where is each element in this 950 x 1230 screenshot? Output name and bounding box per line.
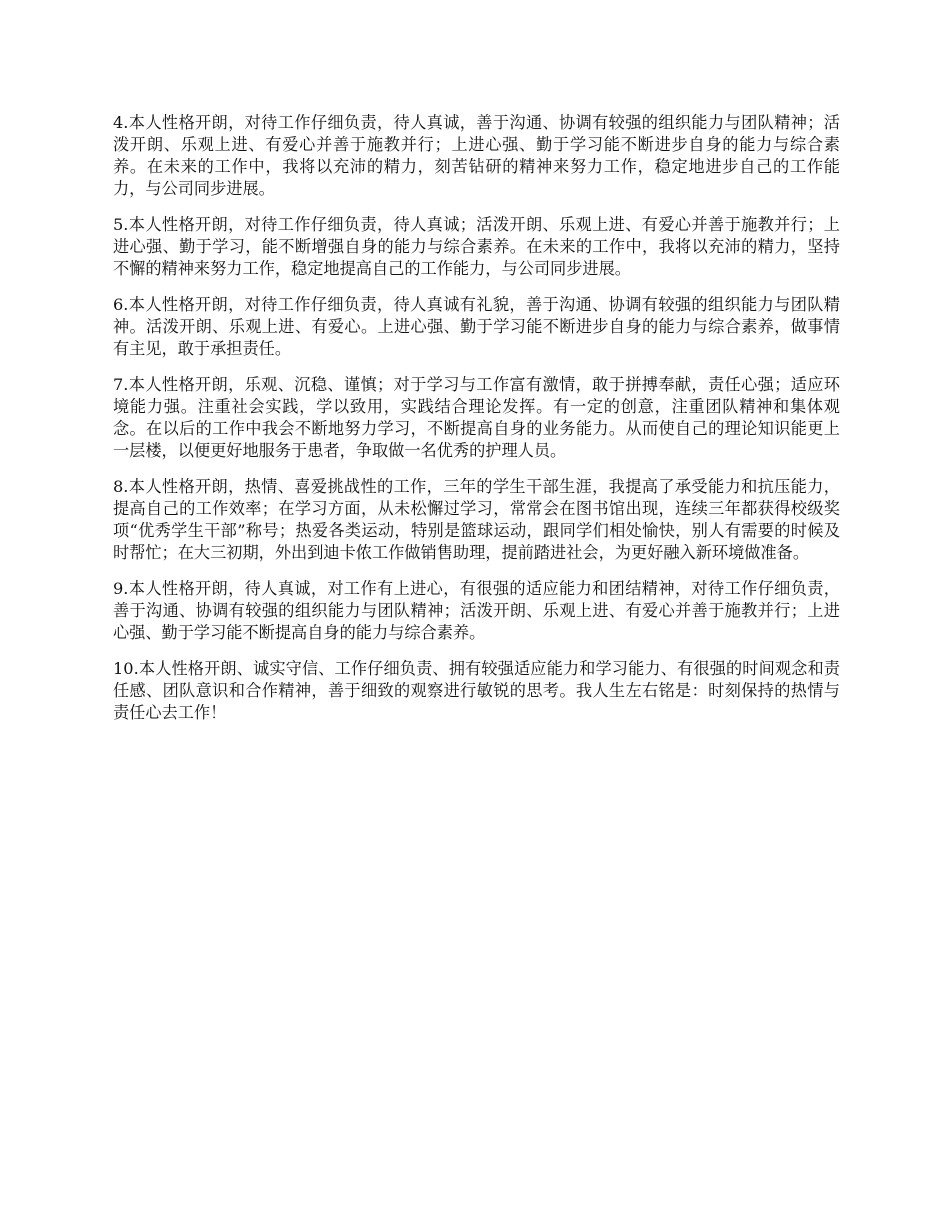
paragraph-4: 4.本人性格开朗，对待工作仔细负责，待人真诚，善于沟通、协调有较强的组织能力与团队精神；活泼开朗、乐观上进、有爱心并善于施教并行；上进心强、勤于学习能不断进步自身的能力与综合素养。在未来的工作中，我将以充沛的精力，刻苦钻研的精神来努力工作，稳定地进步自己的工作能力，与公司同步进展。 bbox=[113, 113, 840, 198]
paragraph-7: 7.本人性格开朗，乐观、沉稳、谨慎；对于学习与工作富有激情，敢于拼搏奉献，责任心强；适应环境能力强。注重社会实践，学以致用，实践结合理论发挥。有一定的创意，注重团队精神和集体观念。在以后的工作中我会不断地努力学习，不断提高自身的业务能力。从而使自己的理论知识能更上一层楼，以便更好地服务于患者，争取做一名优秀的护理人员。 bbox=[113, 375, 840, 460]
paragraph-8: 8.本人性格开朗，热情、喜爱挑战性的工作，三年的学生干部生涯，我提高了承受能力和抗压能力，提高自己的工作效率；在学习方面，从未松懈过学习，常常会在图书馆出现，连续三年都获得校级奖项“优秀学生干部”称号；热爱各类运动，特别是篮球运动，跟同学们相处愉快，别人有需要的时候及时帮忙；在大三初期，外出到迪卡侬工作做销售助理，提前踏进社会，为更好融入新环境做准备。 bbox=[113, 477, 840, 562]
document-body bbox=[113, 112, 840, 738]
paragraph-10: 10.本人性格开朗、诚实守信、工作仔细负责、拥有较强适应能力和学习能力、有很强的时间观念和责任感、团队意识和合作精神，善于细致的观察进行敏锐的思考。我人生左右铭是：时刻保持的热情与责任心去工作！ bbox=[113, 659, 840, 722]
paragraph-5: 5.本人性格开朗，对待工作仔细负责，待人真诚；活泼开朗、乐观上进、有爱心并善于施教并行；上进心强、勤于学习，能不断增强自身的能力与综合素养。在未来的工作中，我将以充沛的精力，坚持不懈的精神来努力工作，稳定地提高自己的工作能力，与公司同步进展。 bbox=[113, 215, 840, 278]
paragraph-9: 9.本人性格开朗，待人真诚，对工作有上进心，有很强的适应能力和团结精神，对待工作仔细负责，善于沟通、协调有较强的组织能力与团队精神；活泼开朗、乐观上进、有爱心并善于施教并行；上进心强、勤于学习能不断提高自身的能力与综合素养。 bbox=[113, 579, 840, 642]
paragraph-6: 6.本人性格开朗，对待工作仔细负责，待人真诚有礼貌，善于沟通、协调有较强的组织能力与团队精神。活泼开朗、乐观上进、有爱心。上进心强、勤于学习能不断进步自身的能力与综合素养，做事情有主见，敢于承担责任。 bbox=[113, 295, 840, 358]
